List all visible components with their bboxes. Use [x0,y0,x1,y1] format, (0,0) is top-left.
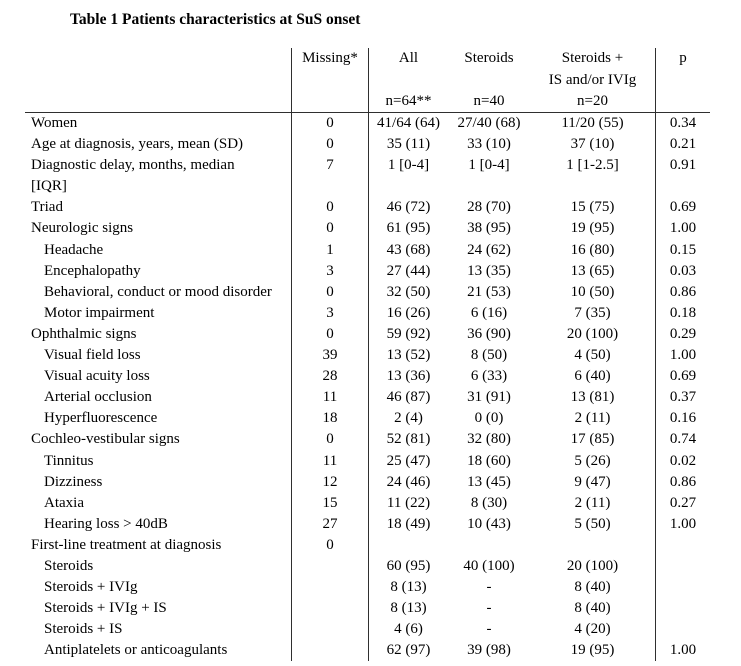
missing-value: 18 [291,408,368,429]
steroids-value: 8 (30) [470,494,508,511]
missing-value [291,598,368,619]
table-row [25,113,710,134]
missing-value: 15 [291,493,368,514]
all-value: 46 (87) [368,387,448,408]
row-label [25,535,291,556]
steroids-is-value: 11/20 (55) [561,115,624,131]
missing-value [291,619,368,640]
all-value: 25 (47) [368,451,448,472]
table-title: Table 1 Patients characteristics at SuS onset [70,11,361,28]
table-row [25,408,710,429]
table-row [25,556,710,577]
row-label [25,619,291,640]
table-row [25,282,710,303]
all-value: 59 (92) [368,324,448,345]
table-row [25,134,710,155]
steroids-value: 39 (98) [467,642,511,659]
steroids-value: 18 (60) [467,452,511,469]
row-label [25,240,291,261]
row-label [25,640,291,661]
row-label-text: Behavioral, conduct or mood disorder [44,283,272,300]
missing-value: 0 [291,324,368,345]
steroids-value: 13 (35) [467,262,511,279]
header-n-steroids-is: n=20 [577,93,608,109]
all-value: 2 (4) [368,408,448,429]
row-label [25,134,291,155]
missing-value: 1 [291,240,368,261]
missing-value: 28 [291,366,368,387]
table-row [25,197,710,218]
missing-value [291,640,368,661]
steroids-value: 0 (0) [474,410,504,427]
row-label-text: Motor impairment [44,304,155,321]
steroids-is-value: 7 (35) [574,304,611,321]
p-value: 0.74 [655,429,710,450]
row-label-text: Encephalopathy [44,262,141,279]
header-steroids-is-line2: IS and/or IVIg [548,71,637,88]
steroids-value: 13 (45) [467,473,511,490]
steroids-is-value: 19 (95) [570,220,615,237]
steroids-value: 27/40 (68) [457,115,521,131]
steroids-is-value: 19 (95) [570,642,615,659]
row-label-text: Dizziness [44,473,103,490]
all-value: 16 (26) [368,303,448,324]
steroids-is-value: 5 (26) [574,452,611,469]
all-value: 60 (95) [368,556,448,577]
steroids-is-value: 1 [1-2.5] [566,157,619,174]
row-label [25,218,291,239]
all-value: 32 (50) [368,282,448,303]
table-row [25,345,710,366]
steroids-value: 10 (43) [467,515,511,532]
table-row [25,577,710,598]
steroids-is-value: 6 (40) [574,368,611,385]
row-label [25,429,291,450]
row-label [25,324,291,345]
header-n-steroids: n=40 [473,93,505,109]
all-value: 46 (72) [368,197,448,218]
p-value: 1.00 [655,345,710,366]
header-steroids [448,48,530,112]
row-label [25,155,291,197]
steroids-is-value [530,535,655,556]
header-empty-cell [25,48,291,112]
p-value: 1.00 [655,218,710,239]
p-value: 0.21 [655,134,710,155]
steroids-is-value: 5 (50) [574,515,611,532]
missing-value: 0 [291,113,368,134]
steroids-value: 8 (50) [470,347,508,364]
missing-value: 39 [291,345,368,366]
missing-value: 7 [291,155,368,197]
missing-value: 0 [291,535,368,556]
all-value: 27 (44) [368,261,448,282]
row-label [25,113,291,134]
row-label [25,387,291,408]
p-value: 0.02 [655,451,710,472]
all-value: 8 (13) [368,598,448,619]
p-value: 1.00 [655,640,710,661]
table-row [25,451,710,472]
steroids-is-value: 16 (80) [570,241,615,258]
all-value: 13 (36) [368,366,448,387]
p-value: 0.37 [655,387,710,408]
table-row [25,218,710,239]
table-row [25,240,710,261]
table-row [25,493,710,514]
all-value: 41/64 (64) [368,113,448,134]
row-label [25,261,291,282]
table-row [25,303,710,324]
row-label-text: Steroids [44,557,94,574]
all-value: 52 (81) [368,429,448,450]
all-value: 62 (97) [368,640,448,661]
steroids-is-value: 8 (40) [574,579,611,596]
table-row [25,324,710,345]
table-row [25,598,710,619]
missing-value: 0 [291,218,368,239]
row-label [25,451,291,472]
p-value [655,577,710,598]
p-value [655,556,710,577]
p-value [655,535,710,556]
header-n-all: n=64** [385,93,432,109]
row-label-text: Headache [44,241,104,258]
row-label [25,577,291,598]
row-label [25,598,291,619]
table-row [25,261,710,282]
missing-value: 3 [291,261,368,282]
header-p-label: p [679,50,687,66]
all-value: 1 [0-4] [368,155,448,197]
steroids-value: 33 (10) [467,136,511,153]
row-label [25,197,291,218]
missing-value: 3 [291,303,368,324]
steroids-value: - [486,600,492,617]
table-body [25,113,710,661]
steroids-is-value: 15 (75) [570,199,615,216]
row-label-text: Hyperfluorescence [44,410,158,427]
p-value: 1.00 [655,514,710,535]
table-row [25,535,710,556]
row-label [25,303,291,324]
row-label-text: Neurologic signs [31,220,134,237]
p-value: 0.15 [655,240,710,261]
steroids-value: 40 (100) [463,557,515,574]
steroids-value: 6 (33) [470,368,508,385]
row-label-text-2: [IQR] [31,178,67,195]
missing-value: 11 [291,387,368,408]
steroids-value: 38 (95) [467,220,511,237]
row-label-text: Visual field loss [44,347,141,364]
missing-value: 0 [291,282,368,303]
p-value [655,619,710,640]
row-label-text: Steroids + IS [44,621,123,638]
p-value: 0.29 [655,324,710,345]
row-label [25,472,291,493]
header-steroids-label: Steroids [464,50,514,66]
table-row [25,429,710,450]
missing-value: 27 [291,514,368,535]
steroids-is-value: 2 (11) [574,494,611,511]
row-label [25,514,291,535]
header-missing [291,48,368,112]
patients-table [25,48,710,661]
missing-value: 0 [291,197,368,218]
missing-value [291,556,368,577]
row-label [25,556,291,577]
header-p [655,48,710,112]
missing-value: 11 [291,451,368,472]
row-label [25,408,291,429]
row-label-text: Arterial occlusion [44,389,152,406]
steroids-value: 1 [0-4] [468,157,510,174]
table-row [25,387,710,408]
missing-value: 12 [291,472,368,493]
steroids-is-value: 4 (50) [574,347,611,364]
p-value: 0.69 [655,366,710,387]
p-value: 0.03 [655,261,710,282]
steroids-value: 28 (70) [467,199,511,216]
row-label-text: Triad [31,199,63,216]
steroids-value: 31 (91) [467,389,511,406]
steroids-value: - [486,621,492,638]
steroids-value: 21 (53) [467,283,511,300]
steroids-is-value: 9 (47) [574,473,611,490]
row-label-text: First-line treatment at diagnosis [31,536,222,553]
header-all-label: All [398,50,419,66]
steroids-value: 32 (80) [467,431,511,448]
p-value: 0.27 [655,493,710,514]
row-label-text: Steroids + IVIg [44,579,138,596]
header-all [368,48,448,112]
steroids-is-value: 13 (65) [570,262,615,279]
steroids-is-value: 13 (81) [570,389,615,406]
p-value: 0.69 [655,197,710,218]
steroids-value: 6 (16) [470,304,508,321]
steroids-value: 24 (62) [467,241,511,258]
row-label-text: Ophthalmic signs [31,325,137,342]
row-label-text: Age at diagnosis, years, mean (SD) [31,136,244,153]
steroids-value: 36 (90) [467,325,511,342]
row-label-text: Cochleo-vestibular signs [31,431,180,448]
p-value: 0.18 [655,303,710,324]
p-value: 0.86 [655,282,710,303]
all-value: 43 (68) [368,240,448,261]
row-label [25,366,291,387]
steroids-is-value: 17 (85) [570,431,615,448]
all-value: 35 (11) [368,134,448,155]
all-value: 13 (52) [368,345,448,366]
all-value [368,535,448,556]
header-steroids-is [530,48,655,112]
row-label [25,345,291,366]
p-value: 0.34 [655,113,710,134]
steroids-is-value: 4 (20) [574,621,611,638]
p-value [655,598,710,619]
all-value: 11 (22) [368,493,448,514]
missing-value: 0 [291,134,368,155]
table-row [25,155,710,197]
p-value: 0.86 [655,472,710,493]
header-steroids-is-line1: Steroids + [561,50,624,66]
table-row [25,640,710,661]
all-value: 4 (6) [368,619,448,640]
table-row [25,472,710,493]
all-value: 18 (49) [368,514,448,535]
row-label-text: Antiplatelets or anticoagulants [44,642,228,659]
all-value: 8 (13) [368,577,448,598]
row-label [25,493,291,514]
all-value: 24 (46) [368,472,448,493]
header-missing-label: Missing* [302,50,358,66]
steroids-is-value: 8 (40) [574,600,611,617]
table-row [25,366,710,387]
row-label-text: Hearing loss > 40dB [44,515,168,532]
steroids-is-value: 37 (10) [570,136,615,153]
steroids-value: - [486,579,492,596]
p-value: 0.91 [655,155,710,197]
steroids-is-value: 20 (100) [566,325,619,342]
row-label-text: Ataxia [44,494,84,511]
table-row [25,619,710,640]
steroids-value [448,535,530,556]
row-label-text: Diagnostic delay, months, median [31,157,235,174]
table-row [25,514,710,535]
p-value: 0.16 [655,408,710,429]
row-label-text: Tinnitus [44,452,94,469]
steroids-is-value: 10 (50) [570,283,615,300]
steroids-is-value: 2 (11) [574,410,611,427]
row-label-text: Visual acuity loss [44,368,150,385]
missing-value [291,577,368,598]
row-label [25,282,291,303]
row-label-text: Steroids + IVIg + IS [44,600,167,617]
steroids-is-value: 20 (100) [566,557,619,574]
table-header [25,48,710,113]
all-value: 61 (95) [368,218,448,239]
missing-value: 0 [291,429,368,450]
row-label-text: Women [31,115,78,131]
